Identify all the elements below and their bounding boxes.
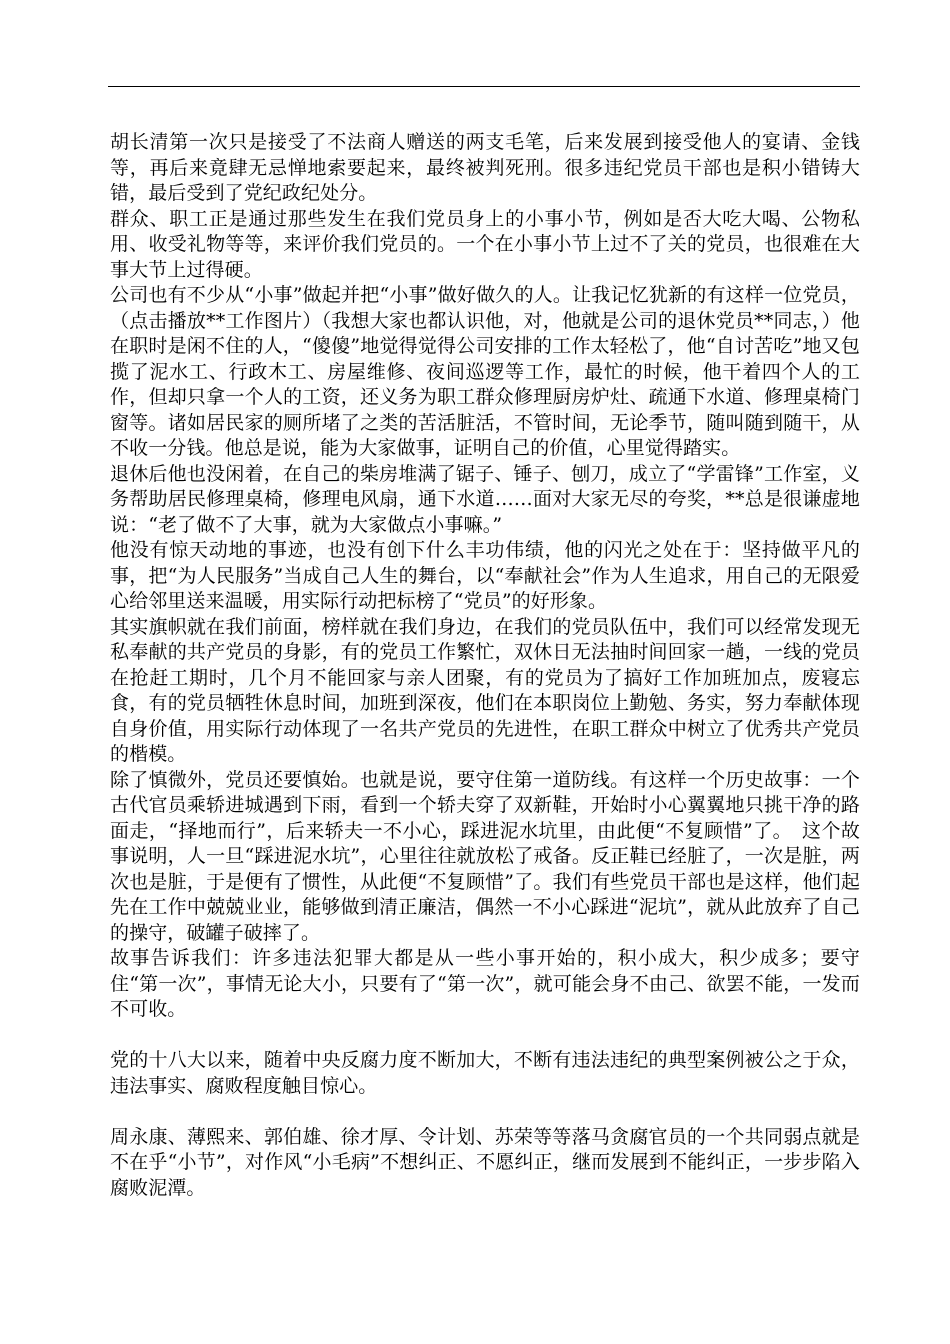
- paragraph-1: 胡长清第一次只是接受了不法商人赠送的两支毛笔，后来发展到接受他人的宴请、金钱等，再后来竟肆无忌惮地索要起来，最终被判死刑。很多违纪党员干部也是积小错铸大错，最后受到了党纪政纪处分。: [110, 131, 860, 204]
- paragraph-9: 党的十八大以来，随着中央反腐力度不断加大，不断有违法违纪的典型案例被公之于众，违法事实、腐败程度触目惊心。: [110, 1049, 860, 1097]
- paragraph-7: 除了慎微外，党员还要慎始。也就是说，要守住第一道防线。有这样一个历史故事：一个古代官员乘轿进城遇到下雨，看到一个轿夫穿了双新鞋，开始时小心翼翼地只挑干净的路面走，“择地而行”，后来轿夫一不小心，踩进泥水坑里，由此便“不复顾惜”了。 这个故事说明，人一旦“踩进泥水坑”，心里往往就放松了戒备。反正鞋已经脏了，一次是脏，两次也是脏，于是便有了惯性，从此便“不复顾惜”了。我们有些党员干部也是这样，他们起先在工作中兢兢业业，能够做到清正廉洁，偶然一不小心踩进“泥坑”，就从此放弃了自己的操守，破罐子破摔了。: [110, 768, 860, 944]
- paragraph-3: 公司也有不少从“小事”做起并把“小事”做好做久的人。让我记忆犹新的有这样一位党员，（点击播放**工作图片）（我想大家也都认识他，对，他就是公司的退休党员**同志，）他在职时是闲不住的人，“傻傻”地觉得觉得公司安排的工作太轻松了，他“自讨苦吃”地又包揽了泥水工、行政木工、房屋维修、夜间巡逻等工作，最忙的时候，他干着四个人的工作，但却只拿一个人的工资，还义务为职工群众修理厨房炉灶、疏通下水道、修理桌椅门窗等。诸如居民家的厕所堵了之类的苦活脏活，不管时间，无论季节，随叫随到随干，从不收一分钱。他总是说，能为大家做事，证明自己的价值，心里觉得踏实。: [110, 284, 860, 459]
- header-rule: [108, 86, 860, 87]
- document-body: [110, 130, 860, 1201]
- paragraph-5: 他没有惊天动地的事迹，也没有创下什么丰功伟绩，他的闪光之处在于：坚持做平凡的事，把“为人民服务”当成自己人生的舞台，以“奉献社会”作为人生追求，用自己的无限爱心给邻里送来温暖，用实际行动把标榜了“党员”的好形象。: [110, 539, 860, 612]
- paragraph-10: 周永康、薄熙来、郭伯雄、徐才厚、令计划、苏荣等等落马贪腐官员的一个共同弱点就是不在乎“小节”，对作风“小毛病”不想纠正、不愿纠正，继而发展到不能纠正，一步步陷入腐败泥潭。: [110, 1125, 860, 1199]
- paragraph-6: 其实旗帜就在我们前面，榜样就在我们身边，在我们的党员队伍中，我们可以经常发现无私奉献的共产党员的身影，有的党员工作繁忙，双休日无法抽时间回家一趟，一线的党员在抢赶工期时，几个月不能回家与亲人团聚，有的党员为了搞好工作加班加点，废寝忘食，有的党员牺牲休息时间，加班到深夜，他们在本职岗位上勤勉、务实，努力奉献体现自身价值，用实际行动体现了一名共产党员的先进性，在职工群众中树立了优秀共产党员的楷模。: [110, 615, 860, 765]
- paragraph-8: 故事告诉我们：许多违法犯罪大都是从一些小事开始的，积小成大，积少成多；要守住“第一次”，事情无论大小，只要有了“第一次”，就可能会身不由己、欲罢不能，一发而不可收。: [110, 947, 860, 1020]
- paragraph-4: 退休后他也没闲着，在自己的柴房堆满了锯子、锤子、刨刀，成立了“学雷锋”工作室，义务帮助居民修理桌椅，修理电风扇，通下水道……面对大家无尽的夸奖，**总是很谦虚地说：“老了做不了大事，就为大家做点小事嘛。”: [110, 462, 860, 536]
- paragraph-2: 群众、职工正是通过那些发生在我们党员身上的小事小节，例如是否大吃大喝、公物私用、收受礼物等等，来评价我们党员的。一个在小事小节上过不了关的党员，也很难在大事大节上过得硬。: [110, 207, 860, 281]
